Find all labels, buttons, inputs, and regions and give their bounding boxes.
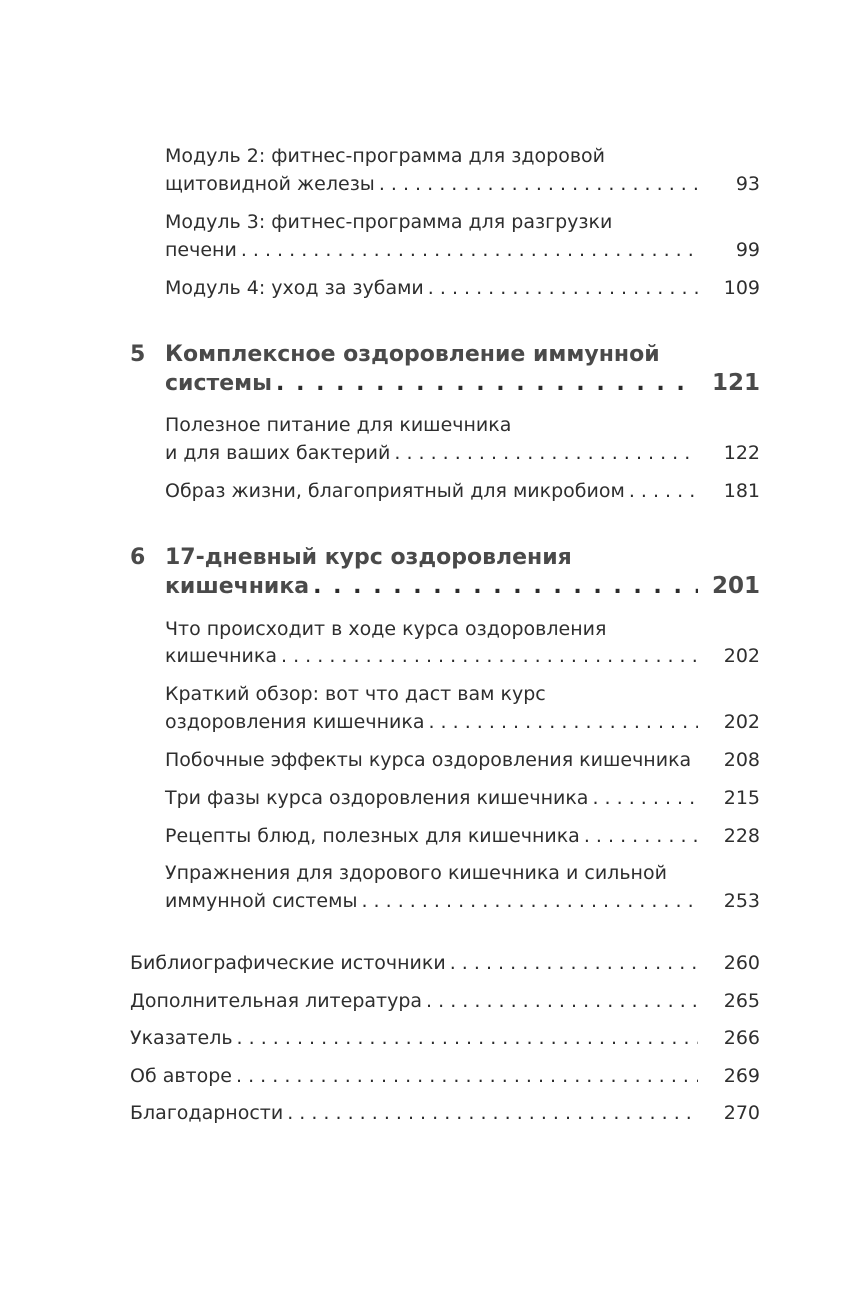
- toc-entry-text: Упражнения для здорового кишечника и сильной: [165, 862, 667, 884]
- toc-entry-text: Об авторе: [130, 1065, 232, 1087]
- leader-dots: [313, 574, 698, 599]
- toc-entry-text: кишечника: [165, 645, 278, 667]
- toc-entry-6-3[interactable]: [165, 749, 760, 771]
- chapter-number: 5: [130, 342, 146, 367]
- toc-entry-text: Библиографические источники: [130, 952, 446, 974]
- page-number: 201: [711, 573, 760, 599]
- page-number: 265: [723, 990, 760, 1012]
- toc-entry-6-1-line1: [165, 618, 760, 640]
- toc-entry-text: печени: [165, 239, 237, 261]
- page-number: 260: [723, 952, 760, 974]
- toc-entry-text: Побочные эффекты курса оздоровления кишечника: [165, 749, 692, 771]
- toc-entry-6-5[interactable]: [165, 825, 760, 847]
- chapter-title: кишечника: [165, 574, 310, 599]
- toc-entry-5-2[interactable]: [165, 480, 760, 502]
- toc-entry-text: оздоровления кишечника: [165, 711, 425, 733]
- chapter-title: Комплексное оздоровление иммунной: [165, 342, 660, 367]
- page-number: 121: [711, 370, 760, 396]
- toc-entry-text: Краткий обзор: вот что даст вам курс: [165, 683, 546, 705]
- leader-dots: [236, 1065, 698, 1087]
- toc-entry-text: Три фазы курса оздоровления кишечника: [165, 787, 589, 809]
- toc-entry-index[interactable]: [130, 1027, 760, 1049]
- toc-entry-acknowledgements[interactable]: [130, 1102, 760, 1124]
- toc-entry-6-2[interactable]: [165, 711, 760, 733]
- chapter-5-title-line1: [165, 342, 760, 367]
- page-number: 269: [723, 1065, 760, 1087]
- toc-entry-module-2[interactable]: [165, 173, 760, 195]
- page-number: 215: [723, 787, 760, 809]
- leader-dots: [281, 645, 698, 667]
- toc-entry-text: щитовидной железы: [165, 173, 375, 195]
- toc-entry-about-author[interactable]: [130, 1065, 760, 1087]
- toc-entry-text: Что происходит в ходе курса оздоровления: [165, 618, 607, 640]
- leader-dots: [394, 442, 698, 464]
- page-number: 253: [723, 890, 760, 912]
- toc-entry-6-6[interactable]: [165, 890, 760, 912]
- toc-entry-module-3-line1: [165, 211, 760, 233]
- toc-entry-5-1-line1: [165, 414, 760, 436]
- page-number: 202: [723, 645, 760, 667]
- page-number: 122: [723, 442, 760, 464]
- toc-entry-text: Указатель: [130, 1027, 233, 1049]
- toc-entry-module-4[interactable]: [165, 277, 760, 299]
- leader-dots: [361, 890, 698, 912]
- leader-dots: [241, 239, 698, 261]
- toc-entry-module-2-line1: [165, 145, 760, 167]
- page-number: 266: [723, 1027, 760, 1049]
- toc-entry-text: Полезное питание для кишечника: [165, 414, 512, 436]
- toc-entry-6-6-line1: [165, 862, 760, 884]
- leader-dots: [428, 711, 698, 733]
- toc-entry-text: Модуль 3: фитнес-программа для разгрузки: [165, 211, 613, 233]
- chapter-5-entry[interactable]: [165, 370, 760, 396]
- toc-entry-text: Благодарности: [130, 1102, 284, 1124]
- toc-entry-further-reading[interactable]: [130, 990, 760, 1012]
- page-number: 181: [723, 480, 760, 502]
- page-number: 228: [723, 825, 760, 847]
- toc-entry-text: Модуль 2: фитнес-программа для здоровой: [165, 145, 605, 167]
- page-number: 93: [735, 173, 760, 195]
- toc-entry-module-3[interactable]: [165, 239, 760, 261]
- toc-entry-text: Дополнительная литература: [130, 990, 423, 1012]
- toc-entry-bibliography[interactable]: [130, 952, 760, 974]
- toc-entry-5-1[interactable]: [165, 442, 760, 464]
- leader-dots: [237, 1027, 698, 1049]
- page-number: 208: [723, 749, 760, 771]
- toc-entry-text: иммунной системы: [165, 890, 358, 912]
- toc-entry-text: Рецепты блюд, полезных для кишечника: [165, 825, 580, 847]
- page-number: 99: [735, 239, 760, 261]
- toc-entry-6-4[interactable]: [165, 787, 760, 809]
- leader-dots: [426, 990, 698, 1012]
- page-number: 109: [723, 277, 760, 299]
- leader-dots: [629, 480, 698, 502]
- chapter-number: 6: [130, 545, 146, 570]
- chapter-6-entry[interactable]: [165, 573, 760, 599]
- leader-dots: [584, 825, 698, 847]
- toc-entry-6-1[interactable]: [165, 645, 760, 667]
- leader-dots: [450, 952, 698, 974]
- leader-dots: [428, 277, 698, 299]
- page-number: 270: [723, 1102, 760, 1124]
- toc-entry-text: Образ жизни, благоприятный для микробиом: [165, 480, 625, 502]
- leader-dots: [592, 787, 698, 809]
- chapter-title: системы: [165, 371, 273, 396]
- leader-dots: [379, 173, 698, 195]
- toc-entry-text: Модуль 4: уход за зубами: [165, 277, 424, 299]
- toc-entry-6-2-line1: [165, 683, 760, 705]
- chapter-title: 17-дневный курс оздоровления: [165, 545, 572, 570]
- leader-dots: [276, 371, 698, 396]
- toc-entry-text: и для ваших бактерий: [165, 442, 391, 464]
- page-number: 202: [723, 711, 760, 733]
- leader-dots: [287, 1102, 698, 1124]
- chapter-6-title-line1: [165, 545, 760, 570]
